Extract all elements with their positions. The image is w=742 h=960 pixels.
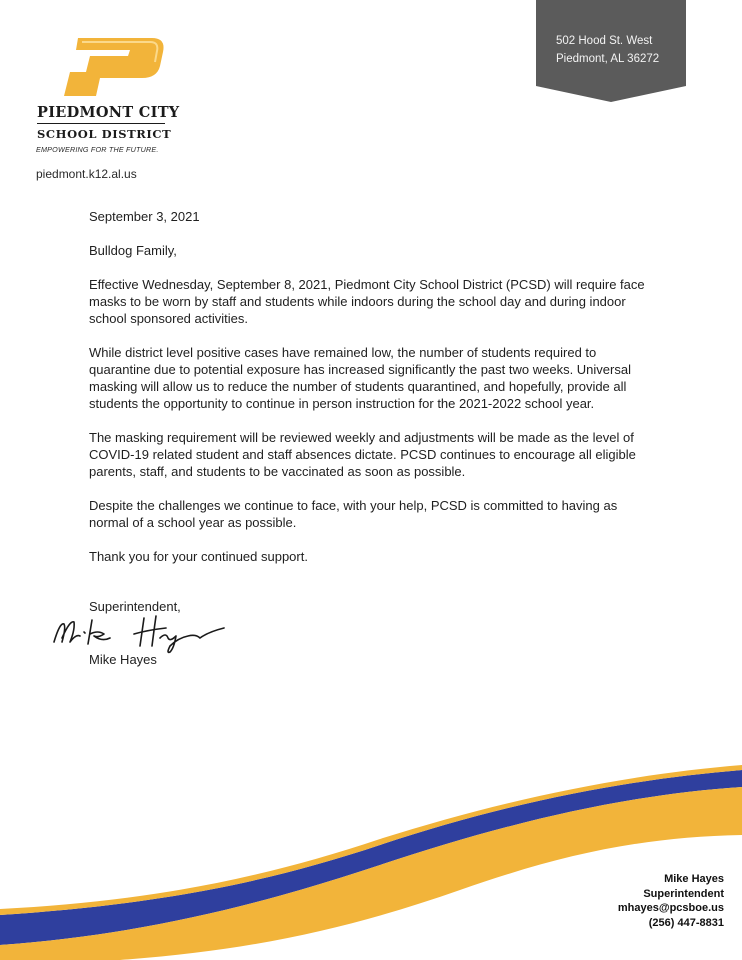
- website-link[interactable]: piedmont.k12.al.us: [36, 167, 137, 181]
- address-line-2: Piedmont, AL 36272: [556, 53, 660, 65]
- handwritten-signature: [48, 608, 228, 656]
- letter-body: [89, 208, 659, 565]
- footer-title: Superintendent: [643, 887, 724, 900]
- org-name: PIEDMONT CITY: [37, 104, 180, 121]
- footer-contact: [618, 872, 724, 930]
- address-line-1: 502 Hood St. West: [556, 35, 653, 47]
- org-subtitle: SCHOOL DISTRICT: [37, 127, 172, 141]
- tagline: EMPOWERING FOR THE FUTURE.: [36, 145, 159, 154]
- letter-date: September 3, 2021: [89, 209, 200, 224]
- letter-paragraph: Effective Wednesday, September 8, 2021, Piedmont City School District (PCSD) will require face masks to be worn by staff and students while indoors during the school day and during indoor school sponsored activities.: [89, 277, 645, 326]
- letter-paragraph: Despite the challenges we continue to face, with your help, PCSD is committed to having as normal of a school year as possible.: [89, 498, 618, 530]
- decorative-wave: [0, 765, 742, 960]
- closing-title: Superintendent,: [89, 599, 181, 614]
- district-logo: [56, 36, 166, 98]
- footer-email[interactable]: mhayes@pcsboe.us: [617, 902, 724, 914]
- letter-closing-line: Thank you for your continued support.: [89, 549, 308, 564]
- org-divider: [37, 123, 165, 124]
- letter-paragraph: While district level positive cases have remained low, the number of students required to quarantine due to potential exposure has increased significantly the past two weeks. Universal masking will allow us to reduce the number of students quarantined, and hopefully, provide all students the opportunity to continue in person instruction for the 2021-2022 school year.: [89, 345, 631, 411]
- footer-name: Mike Hayes: [664, 873, 724, 885]
- letter-greeting: Bulldog Family,: [89, 243, 177, 258]
- letter-paragraph: The masking requirement will be reviewed weekly and adjustments will be made as the level of COVID-19 related student and staff absences dictate. PCSD continues to encourage all eligible parents, staff, and students to be vaccinated as soon as possible.: [89, 430, 636, 479]
- address-banner: [536, 0, 686, 102]
- footer-phone[interactable]: (256) 447-8831: [648, 916, 724, 929]
- signer-name: Mike Hayes: [89, 652, 157, 667]
